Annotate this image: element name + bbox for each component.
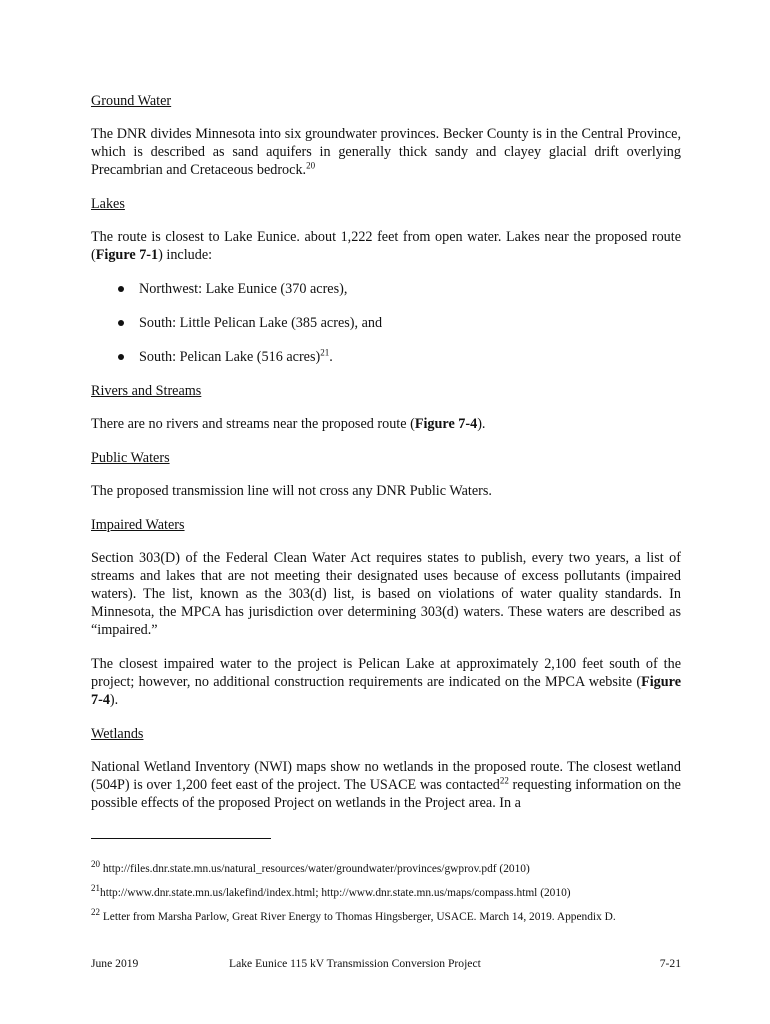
- figure-reference: Figure 7-4: [414, 416, 478, 432]
- list-item: [91, 280, 681, 298]
- footnote-text: Letter from Marsha Parlow, Great River Energy to Thomas Hingsberger, USACE. March 14, 2019. Appendix D.: [100, 911, 616, 923]
- footnote-number: 22: [91, 907, 100, 918]
- paragraph-rivers: [91, 415, 681, 433]
- paragraph-text: ).: [477, 416, 486, 432]
- document-body: [91, 92, 681, 828]
- list-item: [91, 348, 681, 366]
- bullet-icon: [118, 354, 124, 360]
- paragraph-text: There are no rivers and streams near the proposed route (: [91, 416, 415, 432]
- heading-ground-water: Ground Water: [91, 93, 172, 109]
- paragraph-text: ).: [109, 692, 119, 708]
- heading-public-waters: Public Waters: [91, 450, 170, 466]
- list-item: [91, 314, 681, 332]
- paragraph-text: The route is closest to Lake Eunice. about 1,222 feet from open water. Lakes near the proposed route (: [91, 229, 681, 263]
- footer-date: June 2019: [91, 957, 139, 970]
- footnotes: [91, 859, 691, 934]
- heading-lakes: Lakes: [91, 196, 125, 212]
- footnote-number: 20: [91, 859, 100, 870]
- list-item-tail: .: [329, 349, 333, 365]
- lakes-list: [91, 280, 681, 366]
- figure-reference: Figure 7-1: [95, 247, 159, 263]
- list-item-text: South: Pelican Lake (516 acres): [139, 349, 321, 365]
- paragraph-wetlands: [91, 758, 681, 812]
- footnote-ref: 21: [320, 347, 330, 358]
- paragraph-impaired-2: [91, 655, 681, 709]
- figure-reference: Figure 7-4: [91, 674, 681, 708]
- list-item-text: South: Little Pelican Lake (385 acres), and: [139, 315, 383, 331]
- page-number: 7-21: [659, 957, 681, 970]
- footnote-ref: 22: [499, 775, 509, 786]
- footnote-separator: [91, 838, 271, 839]
- paragraph-text: ) include:: [158, 247, 213, 263]
- footnote-22: [91, 907, 691, 924]
- bullet-icon: [118, 320, 124, 326]
- paragraph-public-waters: The proposed transmission line will not cross any DNR Public Waters.: [91, 483, 492, 499]
- heading-rivers-streams: Rivers and Streams: [91, 383, 202, 399]
- paragraph-text: The closest impaired water to the project is Pelican Lake at approximately 2,100 feet south of the project; however, no additional construction requirements are indicated on the MPCA website (: [91, 656, 681, 690]
- paragraph-impaired-1: Section 303(D) of the Federal Clean Water Act requires states to publish, every two years, a list of streams and lakes that are not meeting their designated uses because of excess pollutants (impaired waters). The list, known as the 303(d) list, is based on violations of water quality standards. In Minnesota, the MPCA has jurisdiction over determining 303(d) waters. These waters are described as “impaired.”: [91, 550, 681, 638]
- paragraph-text: National Wetland Inventory (NWI) maps show no wetlands in the proposed route. The closest wetland (504P) is over 1,200 feet east of the project. The USACE was contacted: [91, 759, 681, 793]
- paragraph-text: The DNR divides Minnesota into six groundwater provinces. Becker County is in the Central Province, which is described as sand aquifers in generally thick sandy and clayey glacial drift overlying Precambrian and Cretaceous bedrock.: [91, 126, 681, 178]
- heading-impaired-waters: Impaired Waters: [91, 517, 185, 533]
- footnote-text: http://www.dnr.state.mn.us/lakefind/index.html; http://www.dnr.state.mn.us/maps/compass.html (2010): [100, 887, 571, 899]
- footnote-number: 21: [91, 883, 100, 894]
- footnote-20: [91, 859, 691, 876]
- paragraph-text: requesting information on the possible effects of the proposed Project on wetlands in the Project area. In a: [91, 777, 681, 811]
- footnote-ref: 20: [306, 160, 316, 171]
- footnote-21: [91, 883, 691, 900]
- paragraph-ground-water: [91, 125, 681, 179]
- bullet-icon: [118, 286, 124, 292]
- list-item-text: Northwest: Lake Eunice (370 acres),: [139, 281, 348, 297]
- footnote-text: http://files.dnr.state.mn.us/natural_resources/water/groundwater/provinces/gwprov.pdf (2010): [100, 863, 530, 875]
- page-footer: [91, 957, 681, 970]
- heading-wetlands: Wetlands: [91, 726, 144, 742]
- footer-title: Lake Eunice 115 kV Transmission Conversion Project: [229, 957, 481, 970]
- paragraph-lakes: [91, 228, 681, 264]
